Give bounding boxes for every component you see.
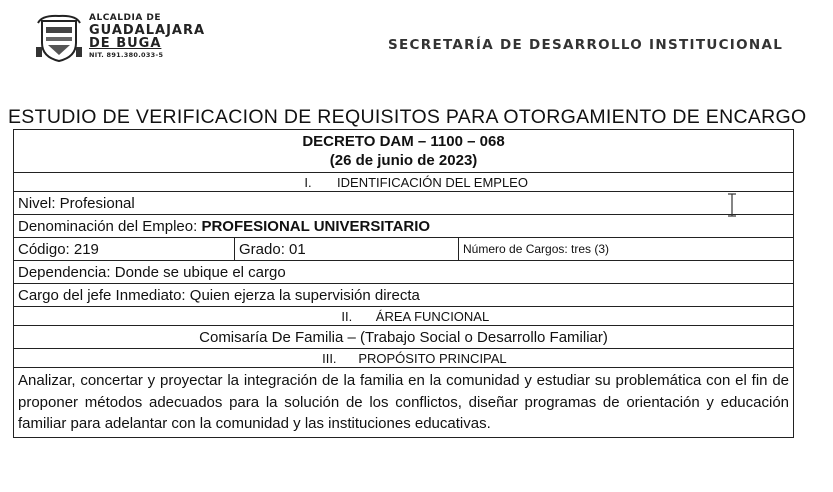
- section3-title: PROPÓSITO PRINCIPAL: [358, 350, 507, 366]
- decree-number: DECRETO DAM – 1100 – 068: [302, 133, 505, 150]
- dependencia-cell: [14, 261, 794, 284]
- org-line-1: ALCALDIA DE: [89, 13, 162, 23]
- municipal-seal-logo: [36, 13, 82, 63]
- org-line-3: DE BUGA: [89, 36, 162, 51]
- proposito-row: [14, 368, 794, 438]
- area-funcional-row: [14, 326, 794, 349]
- org-line-2: GUADALAJARA: [89, 23, 206, 38]
- section1-number: I.: [304, 174, 312, 190]
- department-name: SECRETARÍA DE DESARROLLO INSTITUCIONAL: [388, 37, 784, 53]
- section1-header-row: [14, 173, 794, 192]
- denominacion-value: PROFESIONAL UNIVERSITARIO: [201, 217, 431, 235]
- codigo-label: Código:: [18, 240, 70, 258]
- jefe-value: Quien ejerza la supervisión directa: [189, 286, 420, 304]
- section1-title: IDENTIFICACIÓN DEL EMPLEO: [337, 174, 528, 190]
- grado-cell: Grado: 01: [235, 238, 459, 261]
- organization-name: [89, 14, 205, 59]
- denominacion-row: [14, 215, 794, 238]
- jefe-row: [14, 284, 794, 307]
- section3-number: III.: [322, 350, 337, 366]
- decree-date: (26 de junio de 2023): [329, 152, 478, 169]
- decree-row: [14, 130, 794, 173]
- jefe-label: Cargo del jefe Inmediato:: [18, 286, 186, 304]
- proposito-cell: Analizar, concertar y proyectar la integración de la familia en la comunidad y estudiar su problemática con el fin de proponer métodos adecuados para la solución de los conflictos, diseñar programas de orientación y educación familiar para adelantar con la comunidad y las instituciones educativas.: [14, 368, 794, 438]
- decree-cell: [14, 130, 794, 173]
- employment-form-table: [13, 129, 794, 438]
- denominacion-cell: [14, 215, 794, 238]
- nivel-cell: Nivel: Profesional: [14, 192, 794, 215]
- numero-cargos-cell: Número de Cargos: tres (3): [459, 238, 794, 261]
- codigo-value: 219: [73, 240, 99, 258]
- codigo-row: [14, 238, 794, 261]
- dependencia-value: Donde se ubique el cargo: [114, 263, 286, 281]
- dependencia-label: Dependencia:: [18, 263, 111, 281]
- codigo-cell: [14, 238, 235, 261]
- section3-header-row: [14, 349, 794, 368]
- section3-header: [14, 349, 794, 368]
- section2-number: II.: [341, 308, 353, 324]
- document-title: ESTUDIO DE VERIFICACION DE REQUISITOS PARA OTORGAMIENTO DE ENCARGO: [8, 106, 807, 128]
- section2-header: [14, 307, 794, 326]
- text-cursor-icon: [727, 192, 737, 218]
- org-nit: NIT. 891.380.033-5: [89, 51, 164, 59]
- denominacion-label: Denominación del Empleo:: [18, 217, 198, 235]
- dependencia-row: [14, 261, 794, 284]
- section1-header: [14, 173, 794, 192]
- nivel-row: [14, 192, 794, 215]
- area-funcional-cell: Comisaría De Familia – (Trabajo Social o Desarrollo Familiar): [14, 326, 794, 349]
- section2-title: ÁREA FUNCIONAL: [375, 308, 490, 324]
- jefe-cell: [14, 284, 794, 307]
- section2-header-row: [14, 307, 794, 326]
